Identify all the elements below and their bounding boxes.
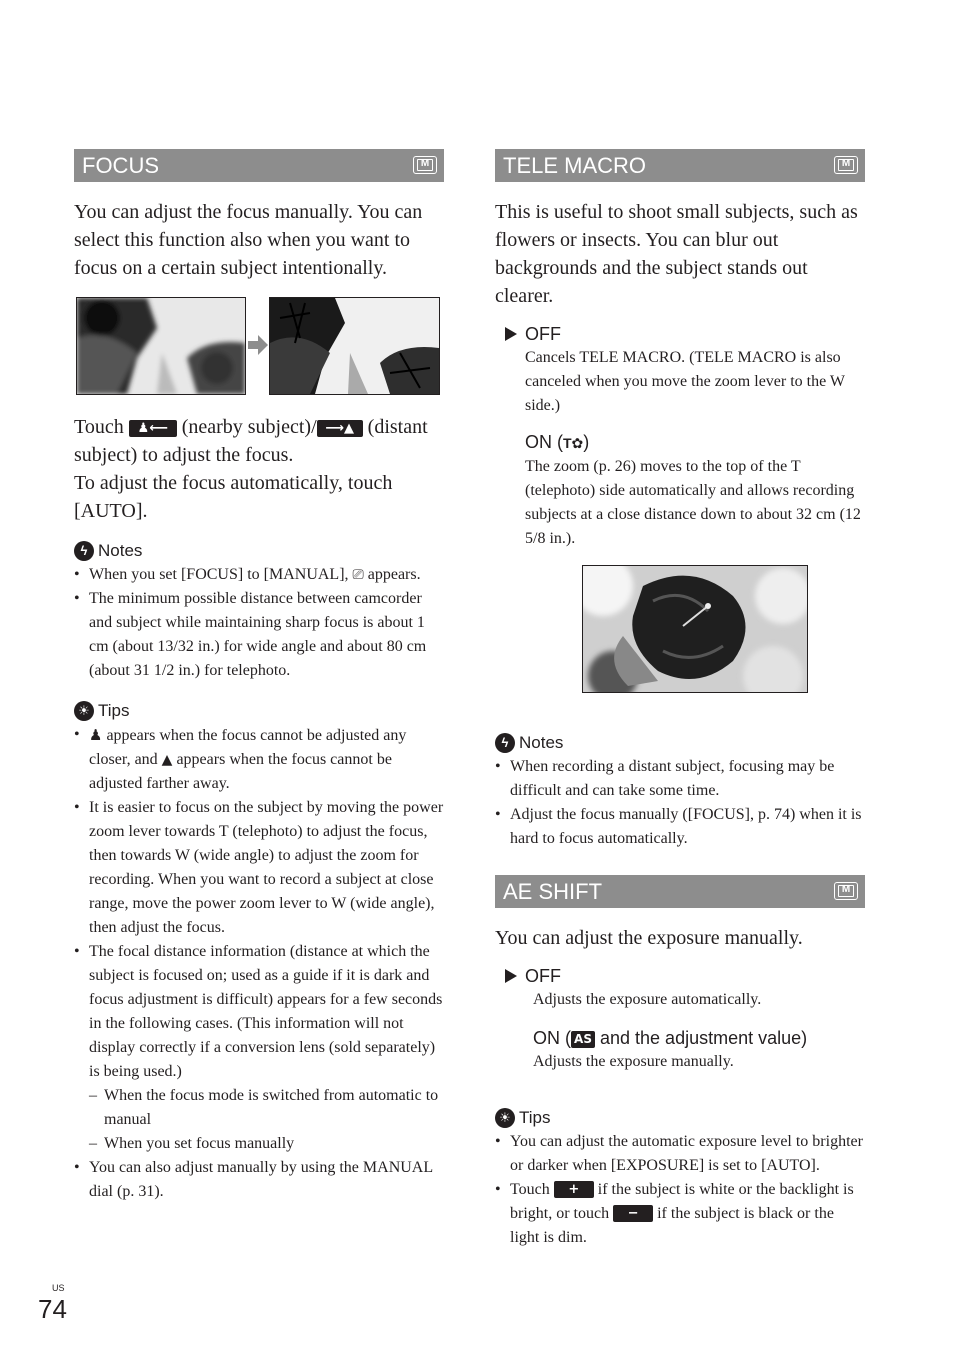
far-limit-icon: ▲ [161,752,173,768]
page-language-code: US [52,1283,65,1293]
ae-shift-title: AE SHIFT [503,879,603,904]
list-item: • You can adjust the automatic exposure level to brighter or darker when [EXPOSURE] is set to [AUTO]. [495,1130,865,1178]
tele-macro-icon: T✿ [563,435,584,451]
tele-macro-title: TELE MACRO [503,153,647,178]
ae-shift-icon: AS [571,1031,595,1048]
default-marker-icon [505,327,517,341]
list-item: • The minimum possible distance between camcorder and subject while maintaining sharp focus is about 1 cm (about 13/32 in.) for wide angle and about 80 cm (about 31 1/2 in.) for telephoto. [74,587,444,683]
focus-title: FOCUS [82,153,159,178]
tele-macro-notes [495,731,865,851]
list-item: • When recording a distant subject, focusing may be difficult and can take some time. [495,755,865,803]
ae-shift-section [495,875,865,1250]
sharp-photo [269,297,440,395]
dash-item: – When you set focus manually [89,1132,444,1156]
focus-notes-heading: ϟ Notes [74,539,444,563]
arrow-icon [248,335,268,355]
list-item: • Adjust the focus manually ([FOCUS], p. 74) when it is hard to focus automatically. [495,803,865,851]
ae-shift-tips [495,1106,865,1250]
tele-macro-section [495,149,865,1250]
tele-macro-notes-heading: ϟ Notes [495,731,865,755]
list-item: • When you set [FOCUS] to [MANUAL], ⎚ appears. [74,563,444,587]
tips-icon: ☀ [74,701,94,721]
tips-icon: ☀ [495,1108,515,1128]
focus-intro: You can adjust the focus manually. You can select this function also when you want to focus on a certain subject intentionally. [74,201,423,279]
ae-shift-on-option: ON ( AS and the adjustment value) Adjusts the exposure manually. [533,1028,808,1070]
plus-button-icon: + [554,1181,594,1198]
notes-icon: ϟ [74,541,94,561]
page-number: 74 [38,1294,67,1324]
focus-tips [74,699,444,1204]
near-focus-icon: ♟⟵ [129,420,177,437]
ae-shift-off-option: OFF Adjusts the exposure automatically. [495,964,865,1012]
focus-notes [74,539,444,683]
manual-focus-icon: ⎚ [352,567,364,583]
dash-item: – When the focus mode is switched from automatic to manual [89,1084,444,1132]
ae-shift-intro: You can adjust the exposure manually. [495,927,803,949]
focus-header [74,149,444,182]
ae-shift-header [495,875,865,908]
tele-macro-off-option: OFF Cancels TELE MACRO. (TELE MACRO is also canceled when you move the zoom lever to the W side.) [495,322,865,418]
focus-touch-instructions: Touch ♟⟵ (nearby subject)/ ⟶▲ (distant subject) to adjust the focus. To adjust the focus automatically, touch [AUTO]. [74,416,428,522]
focus-tips-heading: ☀ Tips [74,699,444,723]
focus-photo-row [74,297,444,399]
default-marker-icon [505,969,517,983]
minus-button-icon: − [613,1205,653,1222]
manual-mode-icon: M [834,156,858,174]
focus-section [74,149,444,1204]
blurred-photo [76,297,246,395]
ae-shift-tips-heading: ☀ Tips [495,1106,865,1130]
near-limit-icon: ♟ [89,726,103,744]
tele-macro-intro: This is useful to shoot small subjects, such as flowers or insects. You can blur out backgrounds and the subject stands out clearer. [495,201,858,307]
list-item: • You can also adjust manually by using the MANUAL dial (p. 31). [74,1156,444,1204]
manual-mode-icon: M [834,882,858,900]
notes-icon: ϟ [495,733,515,753]
far-focus-icon: ⟶▲ [317,420,363,437]
list-item: • Touch + if the subject is white or the backlight is bright, or touch − if the subject is black or the light is dim. [495,1178,865,1250]
list-item: • It is easier to focus on the subject by moving the power zoom lever towards T (telephoto) to adjust the focus, then towards W (wide angle) to adjust the zoom for recording. When you want to record a subject at close range, move the power zoom lever to W (wide angle), then adjust the focus. [74,796,444,940]
tele-macro-header [495,149,865,182]
macro-flower-photo [582,565,808,693]
tele-macro-on-option: ON (T✿) The zoom (p. 26) moves to the top of the T (telephoto) side automatically and allows recording subjects at a close distance down to about 32 cm (12 5/8 in.). [525,432,861,547]
list-item: • ♟ appears when the focus cannot be adjusted any closer, and ▲ appears when the focus cannot be adjusted farther away. [74,723,444,796]
list-item: • The focal distance information (distance at which the subject is focused on; used as a guide if it is dark and focus adjustment is difficult) appears for a few seconds in the following cases. (This information will not display correctly if a conversion lens (sold separately) is being used.) – When the focus mode is switched from automatic to manual – When you set focus manually [74,940,444,1156]
manual-mode-icon: M [413,156,437,174]
